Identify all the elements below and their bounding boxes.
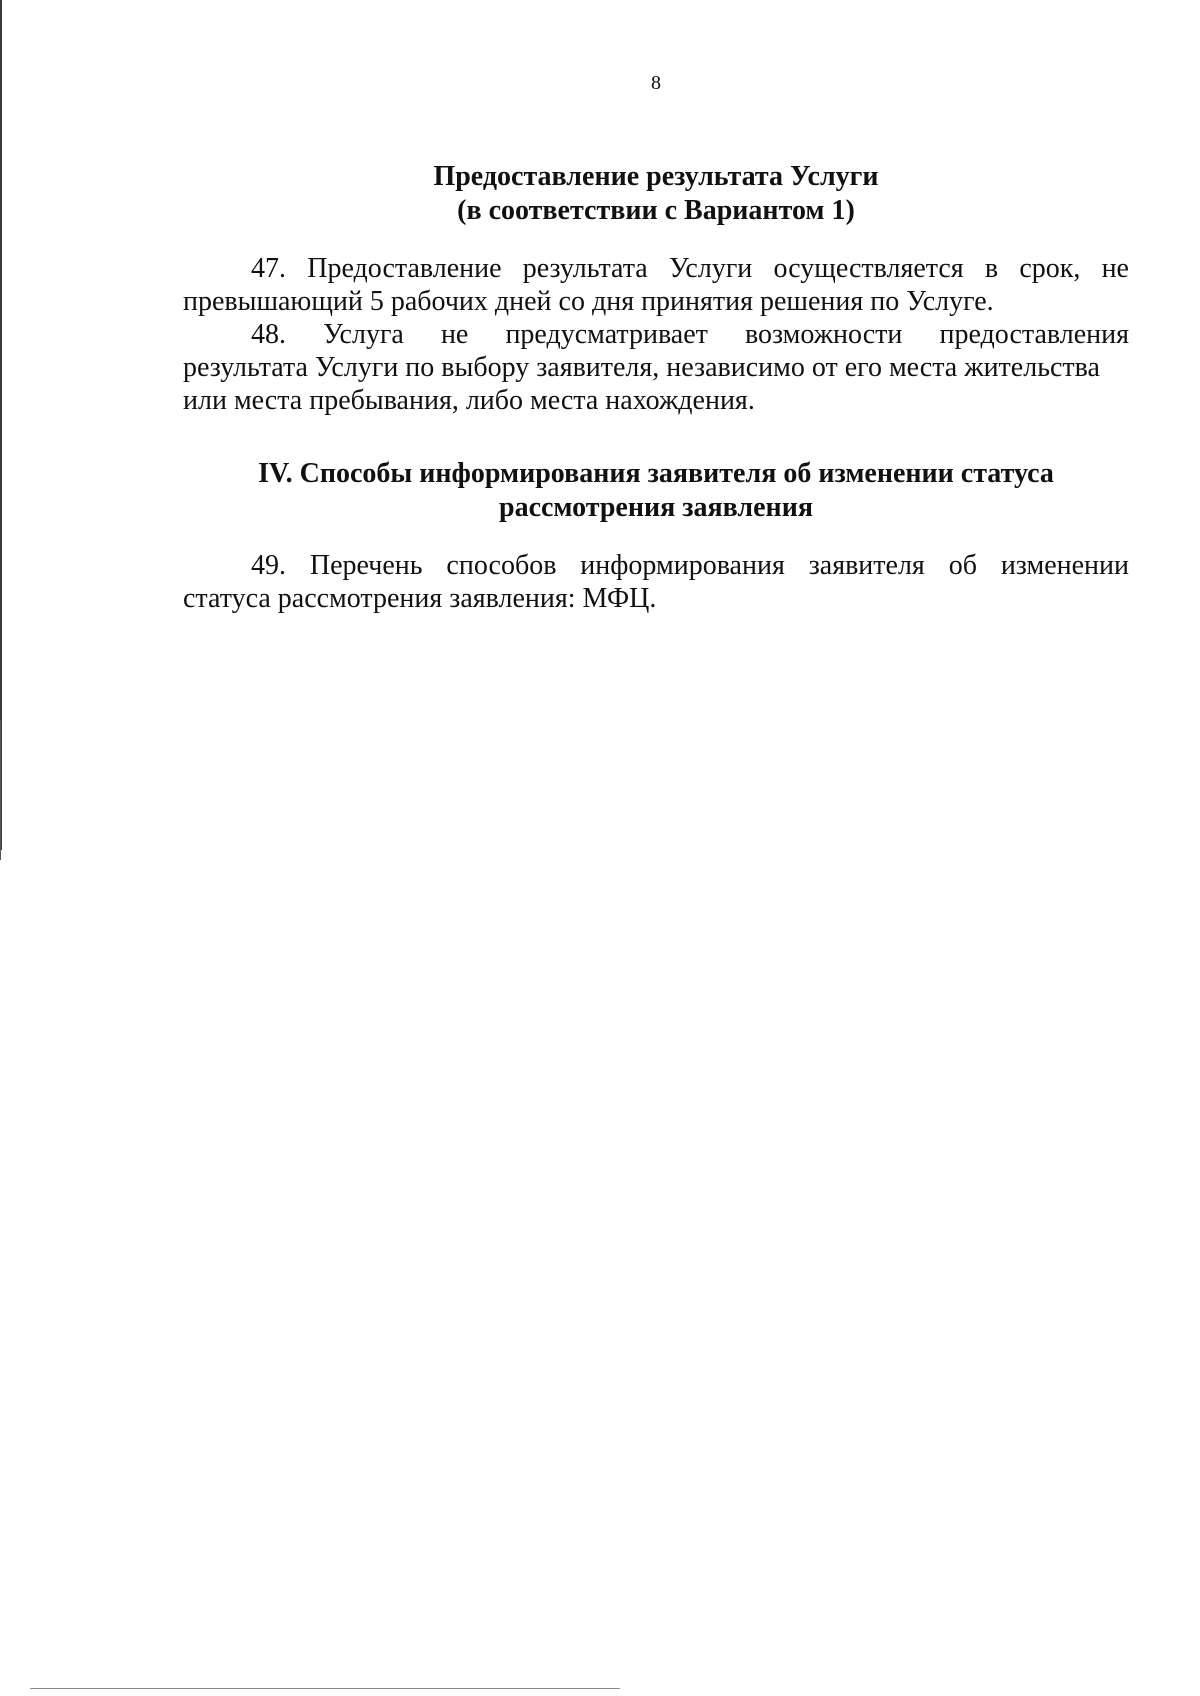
paragraph-49 bbox=[183, 549, 1129, 615]
paragraph-48 bbox=[183, 318, 1129, 417]
section-heading-iv bbox=[183, 457, 1129, 525]
paragraph-first-line: 49. Перечень способов информирования заявителя об изменении bbox=[251, 550, 1129, 581]
paragraph-first-line: 47. Предоставление результата Услуги осуществляется в срок, не bbox=[251, 253, 1129, 284]
document-body bbox=[183, 160, 1129, 615]
section-heading-result bbox=[183, 160, 1129, 228]
heading-line-1: Предоставление результата Услуги bbox=[433, 161, 879, 192]
heading-line-1: IV. Способы информирования заявителя об изменении статуса bbox=[258, 458, 1054, 489]
scan-edge-left-lower bbox=[0, 720, 1, 860]
paragraph-continuation: превышающий 5 рабочих дней со дня принятия решения по Услуге. bbox=[183, 286, 994, 317]
paragraph-continuation: статуса рассмотрения заявления: МФЦ. bbox=[183, 583, 657, 614]
paragraph-first-line: 48. Услуга не предусматривает возможности предоставления bbox=[251, 319, 1129, 350]
paragraph-47 bbox=[183, 252, 1129, 318]
heading-line-2: (в соответствии с Вариантом 1) bbox=[457, 195, 855, 226]
scan-edge-bottom bbox=[30, 1688, 620, 1689]
paragraph-continuation: результата Услуги по выбору заявителя, независимо от его места жительства или места пребывания, либо места нахождения. bbox=[183, 352, 1100, 416]
page-number: 8 bbox=[651, 72, 661, 94]
heading-line-2: рассмотрения заявления bbox=[499, 492, 813, 523]
